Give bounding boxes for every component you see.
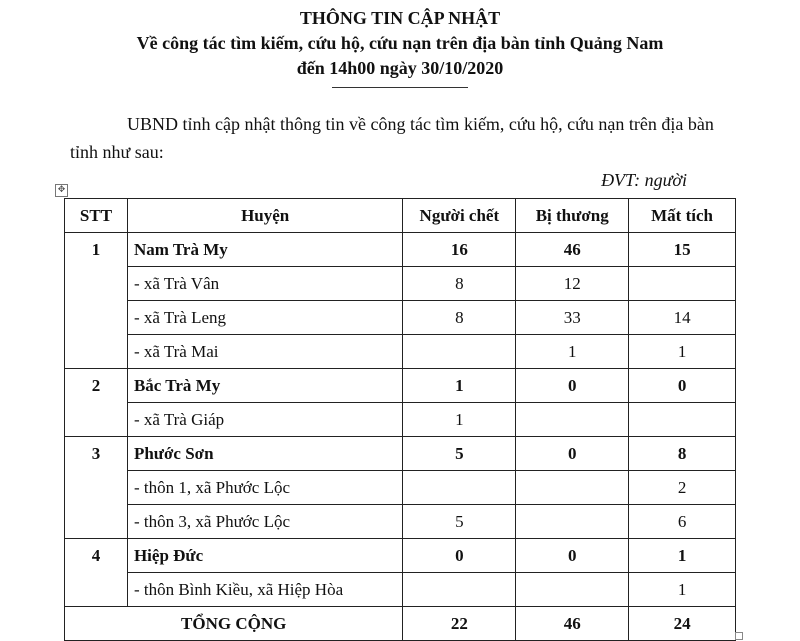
cell-injured (516, 573, 629, 607)
cell-injured: 1 (516, 335, 629, 369)
table-row (65, 369, 736, 403)
cell-missing: 0 (629, 369, 736, 403)
cell-dead: 16 (403, 233, 516, 267)
table-row (65, 539, 736, 573)
cell-name: Bắc Trà My (127, 369, 402, 403)
unit-label: ĐVT: người (601, 170, 687, 190)
cell-missing: 14 (629, 301, 736, 335)
table-row (65, 505, 736, 539)
cell-injured: 0 (516, 437, 629, 471)
table-move-handle-icon[interactable]: ✥ (55, 184, 68, 197)
cell-stt (65, 335, 128, 369)
cell-stt (65, 403, 128, 437)
document-subtitle: Về công tác tìm kiếm, cứu hộ, cứu nạn trên địa bàn tỉnh Quảng Nam (136, 33, 664, 53)
cell-stt (65, 267, 128, 301)
cell-stt: 4 (65, 539, 128, 573)
cell-missing: 15 (629, 233, 736, 267)
header-missing: Mất tích (629, 199, 736, 233)
header-district: Huyện (127, 199, 402, 233)
casualty-table (64, 198, 736, 641)
cell-name: Phước Sơn (127, 437, 402, 471)
table-row (65, 267, 736, 301)
cell-name: - xã Trà Vân (127, 267, 402, 301)
total-missing: 24 (629, 607, 736, 641)
cell-stt (65, 573, 128, 607)
intro-paragraph: UBND tỉnh cập nhật thông tin về công tác tìm kiếm, cứu hộ, cứu nạn trên địa bàn tỉnh như sau: (70, 114, 714, 162)
cell-dead: 8 (403, 267, 516, 301)
table-row (65, 471, 736, 505)
cell-injured (516, 403, 629, 437)
cell-name: - thôn 1, xã Phước Lộc (127, 471, 402, 505)
cell-dead (403, 573, 516, 607)
cell-injured: 12 (516, 267, 629, 301)
header-injured: Bị thương (516, 199, 629, 233)
cell-missing: 1 (629, 539, 736, 573)
cell-dead (403, 471, 516, 505)
table-resize-handle-icon[interactable] (735, 632, 743, 640)
cell-dead: 8 (403, 301, 516, 335)
total-row (65, 607, 736, 641)
cell-injured: 33 (516, 301, 629, 335)
cell-dead: 5 (403, 437, 516, 471)
total-injured: 46 (516, 607, 629, 641)
cell-name: - thôn Bình Kiều, xã Hiệp Hòa (127, 573, 402, 607)
table-row (65, 437, 736, 471)
cell-injured (516, 471, 629, 505)
table-row (65, 301, 736, 335)
cell-stt (65, 301, 128, 335)
cell-stt (65, 505, 128, 539)
document-title: THÔNG TIN CẬP NHẬT (299, 8, 501, 28)
table-row (65, 573, 736, 607)
cell-name: - xã Trà Mai (127, 335, 402, 369)
cell-stt: 2 (65, 369, 128, 403)
cell-injured: 46 (516, 233, 629, 267)
cell-missing: 6 (629, 505, 736, 539)
cell-missing: 1 (629, 335, 736, 369)
table-row (65, 335, 736, 369)
table-header-row (65, 199, 736, 233)
total-dead: 22 (403, 607, 516, 641)
document-date-line: đến 14h00 ngày 30/10/2020 (296, 58, 504, 78)
cell-name: Nam Trà My (127, 233, 402, 267)
cell-name: - xã Trà Leng (127, 301, 402, 335)
cell-injured: 0 (516, 369, 629, 403)
table-row (65, 403, 736, 437)
cell-stt: 1 (65, 233, 128, 267)
cell-name: - xã Trà Giáp (127, 403, 402, 437)
title-underline (332, 87, 468, 88)
header-stt: STT (65, 199, 128, 233)
cell-dead: 5 (403, 505, 516, 539)
cell-missing (629, 267, 736, 301)
total-label: TỔNG CỘNG (65, 607, 403, 641)
cell-name: - thôn 3, xã Phước Lộc (127, 505, 402, 539)
cell-injured (516, 505, 629, 539)
cell-name: Hiệp Đức (127, 539, 402, 573)
cell-missing (629, 403, 736, 437)
cell-stt: 3 (65, 437, 128, 471)
cell-injured: 0 (516, 539, 629, 573)
cell-missing: 8 (629, 437, 736, 471)
cell-dead: 0 (403, 539, 516, 573)
cell-stt (65, 471, 128, 505)
header-dead: Người chết (403, 199, 516, 233)
cell-dead (403, 335, 516, 369)
cell-dead: 1 (403, 369, 516, 403)
table-row (65, 233, 736, 267)
cell-missing: 1 (629, 573, 736, 607)
cell-missing: 2 (629, 471, 736, 505)
cell-dead: 1 (403, 403, 516, 437)
